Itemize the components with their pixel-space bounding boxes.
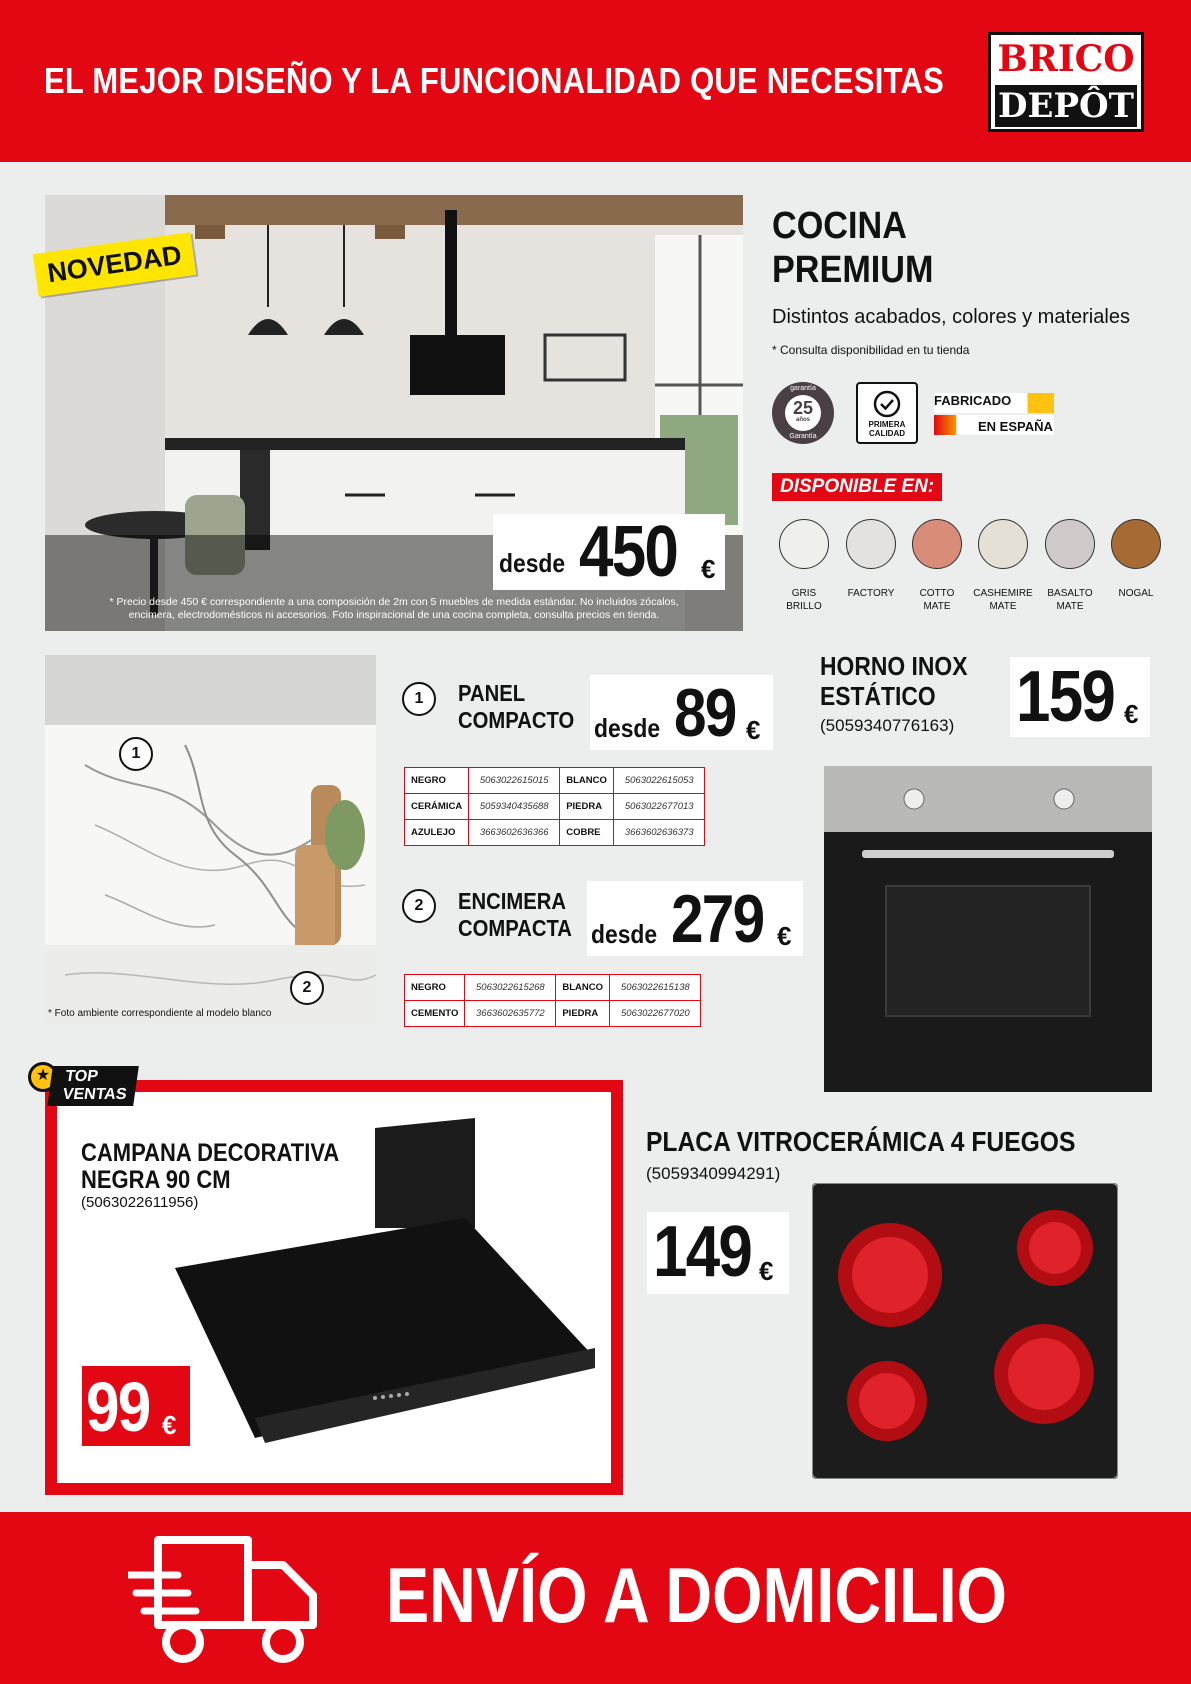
footer-delivery-text: ENVÍO A DOMICILIO [386,1551,1008,1639]
panel-photo-marker-1: 1 [119,737,153,771]
table-cell: 5063022615053 [614,768,705,794]
table-cell: COBRE [560,820,614,846]
campana-code: (5063022611956) [81,1194,199,1211]
table-cell: CERÁMICA [405,794,469,820]
panel-price-currency: € [746,715,761,745]
horno-code: (5059340776163) [820,716,955,735]
campana-price-box [82,1366,190,1446]
kitchen-price-currency: € [701,554,716,584]
warranty-bottom-label: Garantía [789,433,817,440]
panel-photo [45,655,376,1025]
top-ventas-label [47,1066,138,1106]
placa-price-box [647,1212,789,1294]
encimera-codes-table [404,974,701,1027]
table-cell: PIEDRA [556,1001,610,1027]
finish-swatch-basalto[interactable] [1045,519,1095,569]
price-prefix: desde [591,919,658,949]
panel-photo-note: * Foto ambiente correspondiente al modelo blanco [48,1008,272,1019]
horno-price-currency: € [1124,699,1139,729]
table-cell: BLANCO [556,975,610,1001]
table-cell: 5063022677020 [610,1001,701,1027]
quality-badge [856,382,918,444]
horno-title-line1: HORNO INOX [820,651,968,681]
warranty-years: 25 [792,398,814,418]
price-prefix: desde [499,548,566,578]
horno-title [820,651,967,711]
table-cell: 3663602636373 [614,820,705,846]
finish-label-line1: COTTO [919,588,955,599]
table-cell: 3663602636366 [469,820,560,846]
cocina-subtitle: Distintos acabados, colores y materiales [772,306,1130,328]
delivery-truck-icon [128,1530,328,1670]
table-row [405,975,701,1001]
horno-price: 159 [1016,657,1115,737]
panel-title-line1: PANEL [458,680,526,706]
quality-label-line2: CALIDAD [869,429,905,438]
placa-code: (5059340994291) [646,1164,781,1183]
star-icon: ★ [28,1062,58,1092]
finish-label-line1: NOGAL [1118,588,1154,599]
encimera-title-line2: COMPACTA [458,915,572,941]
table-row [405,768,705,794]
encimera-number: 2 [402,889,436,923]
placa-price-currency: € [759,1256,774,1286]
table-cell: 5063022677013 [614,794,705,820]
finish-swatch-gris-brillo[interactable] [779,519,829,569]
top-ventas-line1: TOP [64,1068,100,1085]
marble-panel-illustration [45,655,376,1025]
campana-title-line1: CAMPANA DECORATIVA [81,1139,340,1167]
table-cell: CEMENTO [405,1001,465,1027]
finish-swatch-factory[interactable] [846,519,896,569]
campana-price: 99 [86,1368,150,1446]
encimera-price-box [587,881,803,956]
panel-price: 89 [674,675,736,751]
brico-depot-logo[interactable] [988,32,1144,132]
made-in-spain-line1: FABRICADO [934,393,1012,408]
warranty-years-unit: años [795,417,810,423]
finish-swatch-cashemire[interactable] [978,519,1028,569]
panel-title-line2: COMPACTO [458,707,575,733]
horno-title-line2: ESTÁTICO [820,681,936,711]
finish-label-nogal [1096,587,1176,600]
table-cell: 5063022615138 [610,975,701,1001]
finish-label-line1: BASALTO [1047,588,1093,599]
quality-label-line1: PRIMERA [868,420,906,429]
panel-title [458,680,574,734]
encimera-title [458,888,572,942]
table-row [405,794,705,820]
finish-label-line1: GRIS [791,588,817,599]
finish-label-line2: MATE [1056,601,1084,612]
kitchen-disclaimer: * Precio desde 450 € correspondiente a una composición de 2m con 5 muebles de medida estándar. No incluidos zócalos, encimera, electrodomésticos ni accesorios. Foto inspiracional de una cocina completa, consulta precios en tienda. [109,596,679,621]
cocina-title-line2: PREMIUM [772,249,934,291]
price-prefix: desde [594,713,661,743]
encimera-title-line1: ENCIMERA [458,888,566,914]
made-in-spain-line2: EN ESPAÑA [978,419,1053,434]
panel-number: 1 [402,682,436,716]
table-cell: BLANCO [560,768,614,794]
campana-price-currency: € [162,1410,177,1440]
top-ventas-badge [28,1062,138,1112]
table-cell: AZULEJO [405,820,469,846]
finish-label-line1: FACTORY [847,588,895,599]
top-ventas-line2: VENTAS [61,1086,128,1103]
warranty-25-badge [772,382,834,444]
finish-swatch-nogal[interactable] [1111,519,1161,569]
table-row [405,820,705,846]
table-row [405,1001,701,1027]
finish-label-line1: CASHEMIRE [973,588,1033,599]
placa-price: 149 [653,1212,752,1292]
cocina-title [772,204,934,292]
header-title: EL MEJOR DISEÑO Y LA FUNCIONALIDAD QUE NECESITAS [44,60,945,101]
oven-image [824,766,1152,1092]
quality-check-icon [872,389,902,419]
finish-label-line2: BRILLO [786,601,822,612]
kitchen-price: 450 [579,512,678,592]
warranty-top-label: garantía [790,385,816,392]
available-in-label: DISPONIBLE EN: [772,473,942,501]
table-cell: NEGRO [405,768,469,794]
table-cell: 5059340435688 [469,794,560,820]
finish-label-line2: MATE [923,601,951,612]
hob-image [812,1183,1118,1479]
horno-price-box [1010,657,1150,737]
logo-line2: DEPÔT [995,85,1137,127]
table-cell: 3663602635772 [465,1001,556,1027]
novedad-badge: NOVEDAD [33,232,196,297]
panel-codes-table [404,767,705,846]
encimera-price-currency: € [777,921,792,951]
kitchen-price-box [493,514,725,590]
cocina-availability-note: * Consulta disponibilidad en tu tienda [772,343,970,357]
table-cell: PIEDRA [560,794,614,820]
table-cell: NEGRO [405,975,465,1001]
warranty-inner [785,395,821,431]
cocina-title-line1: COCINA [772,205,907,247]
hood-image [175,1118,605,1448]
encimera-price: 279 [671,881,764,957]
finish-label-line2: MATE [989,601,1017,612]
logo-line1: BRICO [997,38,1135,80]
quality-label [858,420,916,438]
campana-title-line2: NEGRA 90 CM [81,1166,231,1194]
placa-title: PLACA VITROCERÁMICA 4 FUEGOS [646,1126,1076,1157]
panel-price-box [590,675,773,750]
panel-photo-marker-2: 2 [290,971,324,1005]
finish-swatch-cotto[interactable] [912,519,962,569]
table-cell: 5063022615015 [469,768,560,794]
table-cell: 5063022615268 [465,975,556,1001]
